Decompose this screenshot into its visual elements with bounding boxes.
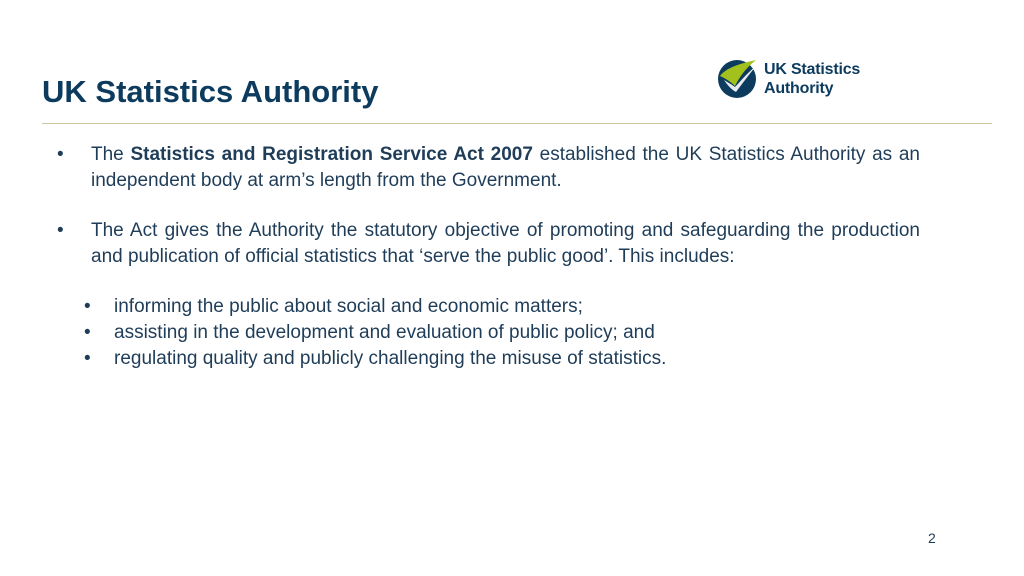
sub-bullet-list bbox=[54, 294, 920, 372]
slide-body bbox=[54, 142, 920, 372]
bullet-icon: • bbox=[84, 296, 91, 317]
page-number: 2 bbox=[928, 530, 936, 546]
sub-bullet-text: informing the public about social and economic matters; bbox=[114, 296, 583, 317]
logo-line-1: UK Statistics bbox=[764, 61, 861, 78]
slide-title: UK Statistics Authority bbox=[42, 74, 379, 109]
sub-bullet-item bbox=[54, 320, 920, 346]
bullet-text-pre: The bbox=[91, 144, 131, 165]
uk-statistics-authority-logo bbox=[716, 56, 866, 102]
bullet-item bbox=[54, 142, 920, 194]
logo-wordmark bbox=[764, 60, 860, 98]
logo-line-2: Authority bbox=[764, 80, 834, 97]
bullet-item bbox=[54, 218, 920, 270]
bullet-text: The Act gives the Authority the statutory objective of promoting and safeguarding the production and publication of official statistics that ‘serve the public good’. This includes: bbox=[91, 220, 920, 267]
bullet-icon: • bbox=[84, 322, 91, 343]
sub-bullet-text: regulating quality and publicly challenging the misuse of statistics. bbox=[114, 348, 667, 369]
sub-bullet-item bbox=[54, 294, 920, 320]
bullet-icon: • bbox=[57, 220, 64, 241]
act-name: Statistics and Registration Service Act 2007 bbox=[130, 144, 533, 165]
logo-mark-icon bbox=[716, 56, 760, 100]
title-divider bbox=[42, 123, 992, 124]
sub-bullet-item bbox=[54, 346, 920, 372]
bullet-icon: • bbox=[57, 144, 64, 165]
sub-bullet-text: assisting in the development and evaluation of public policy; and bbox=[114, 322, 655, 343]
bullet-text-post: established the UK Statistics Authority as an independent body at arm’s length from the Government. bbox=[91, 144, 920, 191]
bullet-icon: • bbox=[84, 348, 91, 369]
